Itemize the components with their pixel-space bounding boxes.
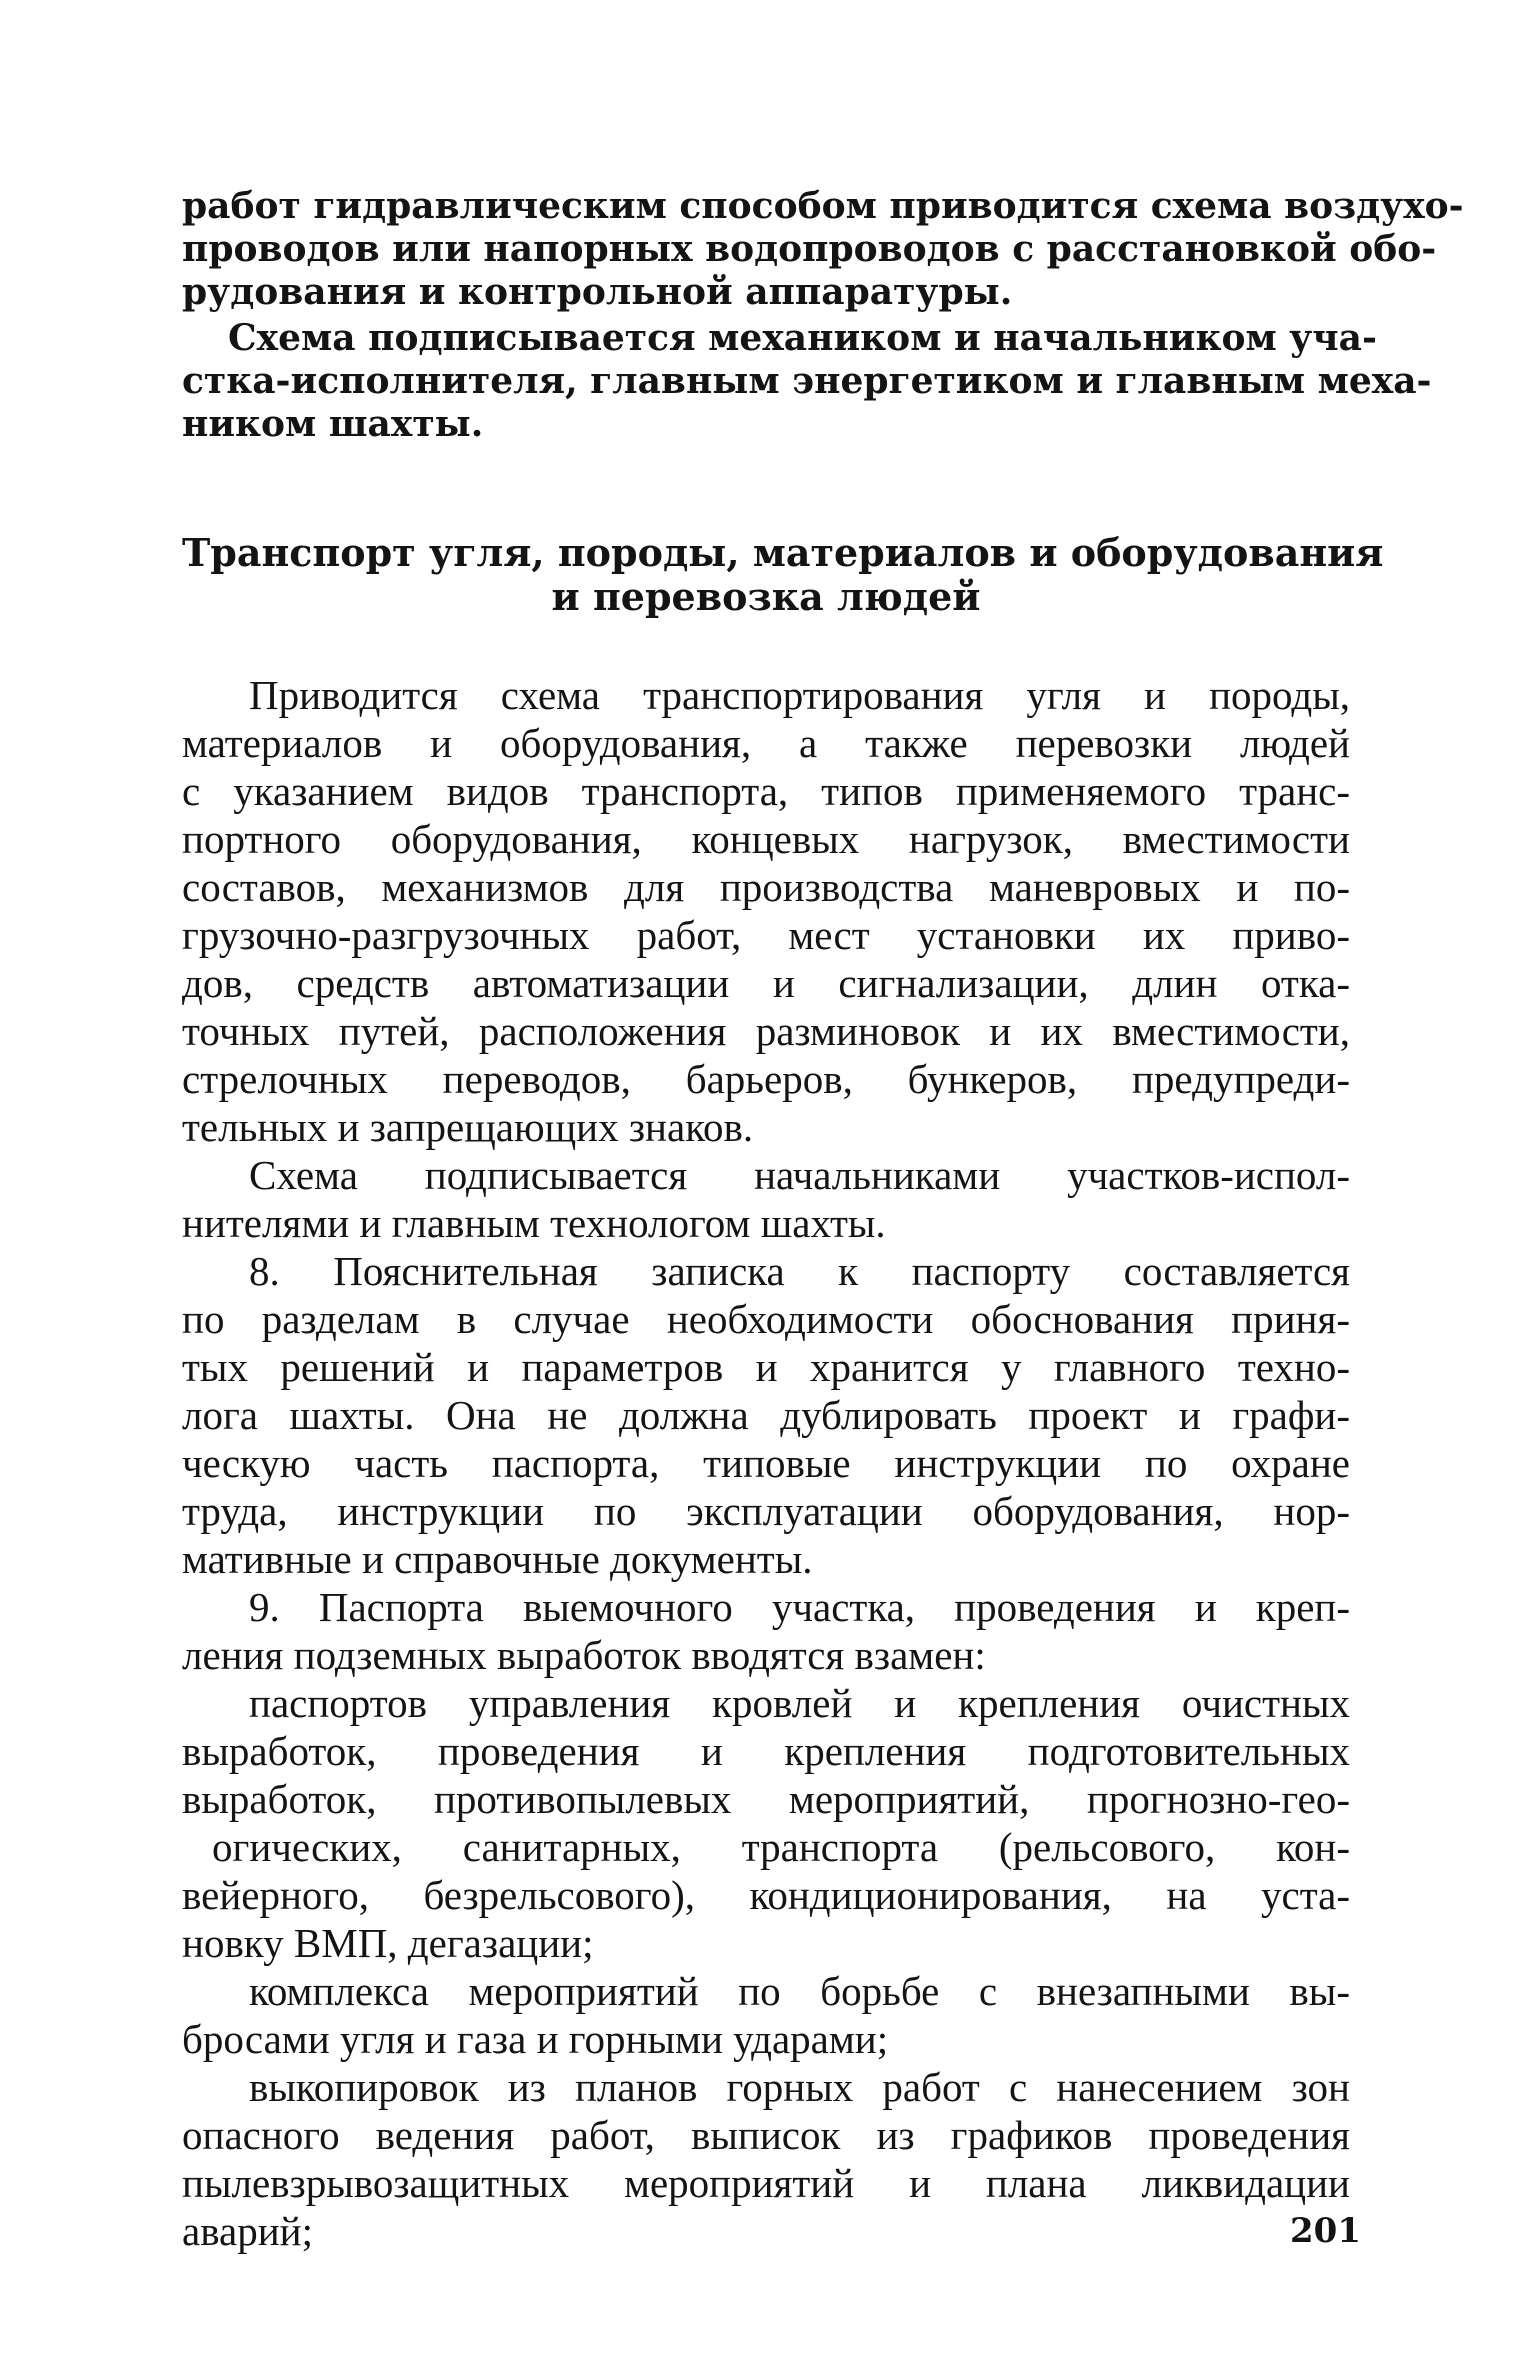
text-line: составов, механизмов для производства маневровых и по-	[182, 864, 1350, 910]
text-line: труда, инструкции по эксплуатации оборудования, нор-	[182, 1488, 1350, 1534]
text-line: паспортов управления кровлей и крепления очистных	[249, 1680, 1350, 1726]
text-line: комплекса мероприятий по борьбе с внезапными вы-	[249, 1968, 1350, 2014]
text-line: пылевзрывозащитных мероприятий и плана ликвидации	[182, 2160, 1350, 2206]
text-line: работ гидравлическим способом приводится схема воздухо-	[182, 185, 1464, 227]
text-line: мативные и справочные документы.	[182, 1536, 813, 1582]
text-line: Схема подписывается механиком и начальником уча-	[228, 317, 1377, 359]
text-line: грузочно-разгрузочных работ, мест установки их приво-	[182, 912, 1350, 958]
text-line: выработок, противопылевых мероприятий, прогнозно-гео-	[182, 1776, 1350, 1822]
text-line: дов, средств автоматизации и сигнализации, длин отка-	[182, 960, 1350, 1006]
text-line: стка-исполнителя, главным энергетиком и главным меха-	[182, 360, 1432, 402]
text-line: рудования и контрольной аппаратуры.	[182, 271, 1013, 313]
text-line: стрелочных переводов, барьеров, бункеров, предупреди-	[182, 1056, 1350, 1102]
text-line: опасного ведения работ, выписок из графиков проведения	[182, 2112, 1350, 2158]
text-line: нителями и главным технологом шахты.	[182, 1200, 886, 1246]
book-page	[182, 183, 1464, 2283]
text-line: лога шахты. Она не должна дублировать проект и графи-	[182, 1392, 1350, 1438]
text-line: бросами угля и газа и горными ударами;	[182, 2016, 889, 2062]
text-line: тых решений и параметров и хранится у главного техно-	[182, 1344, 1350, 1390]
text-line: выработок, проведения и крепления подготовительных	[182, 1728, 1350, 1774]
text-line: Приводится схема транспортирования угля и породы,	[249, 672, 1350, 718]
text-line: аварий;	[182, 2208, 313, 2254]
text-line: 8. Пояснительная записка к паспорту составляется	[249, 1248, 1350, 1294]
text-line: материалов и оборудования, а также перевозки людей	[182, 720, 1350, 766]
text-line: вейерного, безрельсового), кондиционирования, на уста-	[182, 1872, 1350, 1918]
text-line: новку ВМП, дегазации;	[182, 1920, 594, 1966]
text-line: с указанием видов транспорта, типов применяемого транс-	[182, 768, 1350, 814]
text-line: по разделам в случае необходимости обоснования приня-	[182, 1296, 1350, 1342]
text-line: ческую часть паспорта, типовые инструкции по охране	[182, 1440, 1350, 1486]
text-line: проводов или напорных водопроводов с расстановкой обо-	[182, 228, 1437, 270]
heading-line: и перевозка людей	[551, 574, 981, 619]
text-line: огических, санитарных, транспорта (рельсового, кон-	[212, 1824, 1350, 1870]
text-line: Схема подписывается начальниками участков-испол-	[249, 1152, 1350, 1198]
text-line: ником шахты.	[182, 403, 484, 445]
text-line: ления подземных выработок вводятся взамен:	[182, 1632, 986, 1678]
text-line: тельных и запрещающих знаков.	[182, 1104, 754, 1150]
heading-line: Транспорт угля, породы, материалов и оборудования	[182, 530, 1384, 575]
text-line: точных путей, расположения разминовок и их вместимости,	[182, 1008, 1350, 1054]
text-line: портного оборудования, концевых нагрузок, вместимости	[182, 816, 1350, 862]
text-line: 9. Паспорта выемочного участка, проведения и креп-	[249, 1584, 1350, 1630]
page-number: 201	[1290, 2211, 1361, 2251]
text-line: выкопировок из планов горных работ с нанесением зон	[249, 2064, 1350, 2110]
